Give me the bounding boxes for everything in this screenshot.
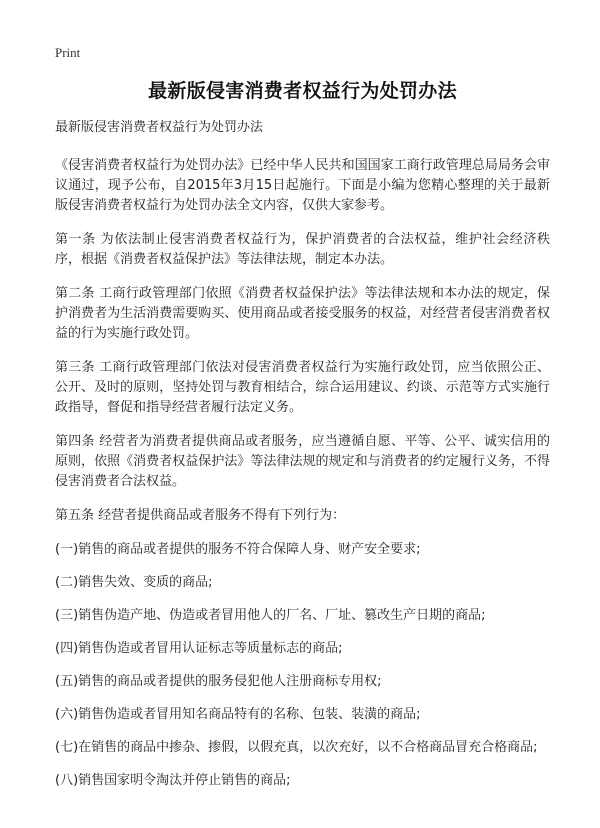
document-body: [55, 78, 550, 804]
list-item: (七)在销售的商品中掺杂、掺假，以假充真，以次充好，以不合格商品冒充合格商品;: [55, 740, 538, 755]
article-1: 第一条 为依法制止侵害消费者权益行为，保护消费者的合法权益，维护社会经济秩序，根据《消费者权益保护法》等法律法规，制定本办法。: [55, 232, 550, 267]
document-subtitle: 最新版侵害消费者权益行为处罚办法: [55, 120, 264, 135]
article-5: 第五条 经营者提供商品或者服务不得有下列行为：: [55, 508, 346, 523]
list-item: (一)销售的商品或者提供的服务不符合保障人身、财产安全要求;: [55, 542, 421, 557]
article-3: 第三条 工商行政管理部门依法对侵害消费者权益行为实施行政处罚，应当依照公正、公开、及时的原则，坚持处罚与教育相结合，综合运用建议、约谈、示范等方式实施行政指导，督促和指导经营者履行法定义务。: [55, 360, 550, 415]
list-item: (六)销售伪造或者冒用知名商品特有的名称、包装、装潢的商品;: [55, 707, 421, 722]
list-item: (四)销售伪造或者冒用认证标志等质量标志的商品;: [55, 641, 343, 656]
list-item: (八)销售国家明令淘汰并停止销售的商品;: [55, 773, 291, 788]
page-title: 最新版侵害消费者权益行为处罚办法: [148, 80, 457, 102]
list-item: (五)销售的商品或者提供的服务侵犯他人注册商标专用权;: [55, 674, 382, 689]
list-item: (二)销售失效、变质的商品;: [55, 575, 213, 590]
print-link[interactable]: Print: [55, 45, 81, 60]
list-item: (三)销售伪造产地、伪造或者冒用他人的厂名、厂址、篡改生产日期的商品;: [55, 608, 486, 623]
article-4: 第四条 经营者为消费者提供商品或者服务，应当遵循自愿、平等、公平、诚实信用的原则，依照《消费者权益保护法》等法律法规的规定和与消费者的约定履行义务，不得侵害消费者合法权益。: [55, 434, 550, 489]
intro-paragraph: 《侵害消费者权益行为处罚办法》已经中华人民共和国国家工商行政管理总局局务会审议通过，现予公布，自2015年3月15日起施行。下面是小编为您精心整理的关于最新版侵害消费者权益行为处罚办法全文内容，仅供大家参考。: [55, 158, 550, 213]
article-2: 第二条 工商行政管理部门依照《消费者权益保护法》等法律法规和本办法的规定，保护消费者为生活消费需要购买、使用商品或者接受服务的权益，对经营者侵害消费者权益的行为实施行政处罚。: [55, 286, 550, 341]
